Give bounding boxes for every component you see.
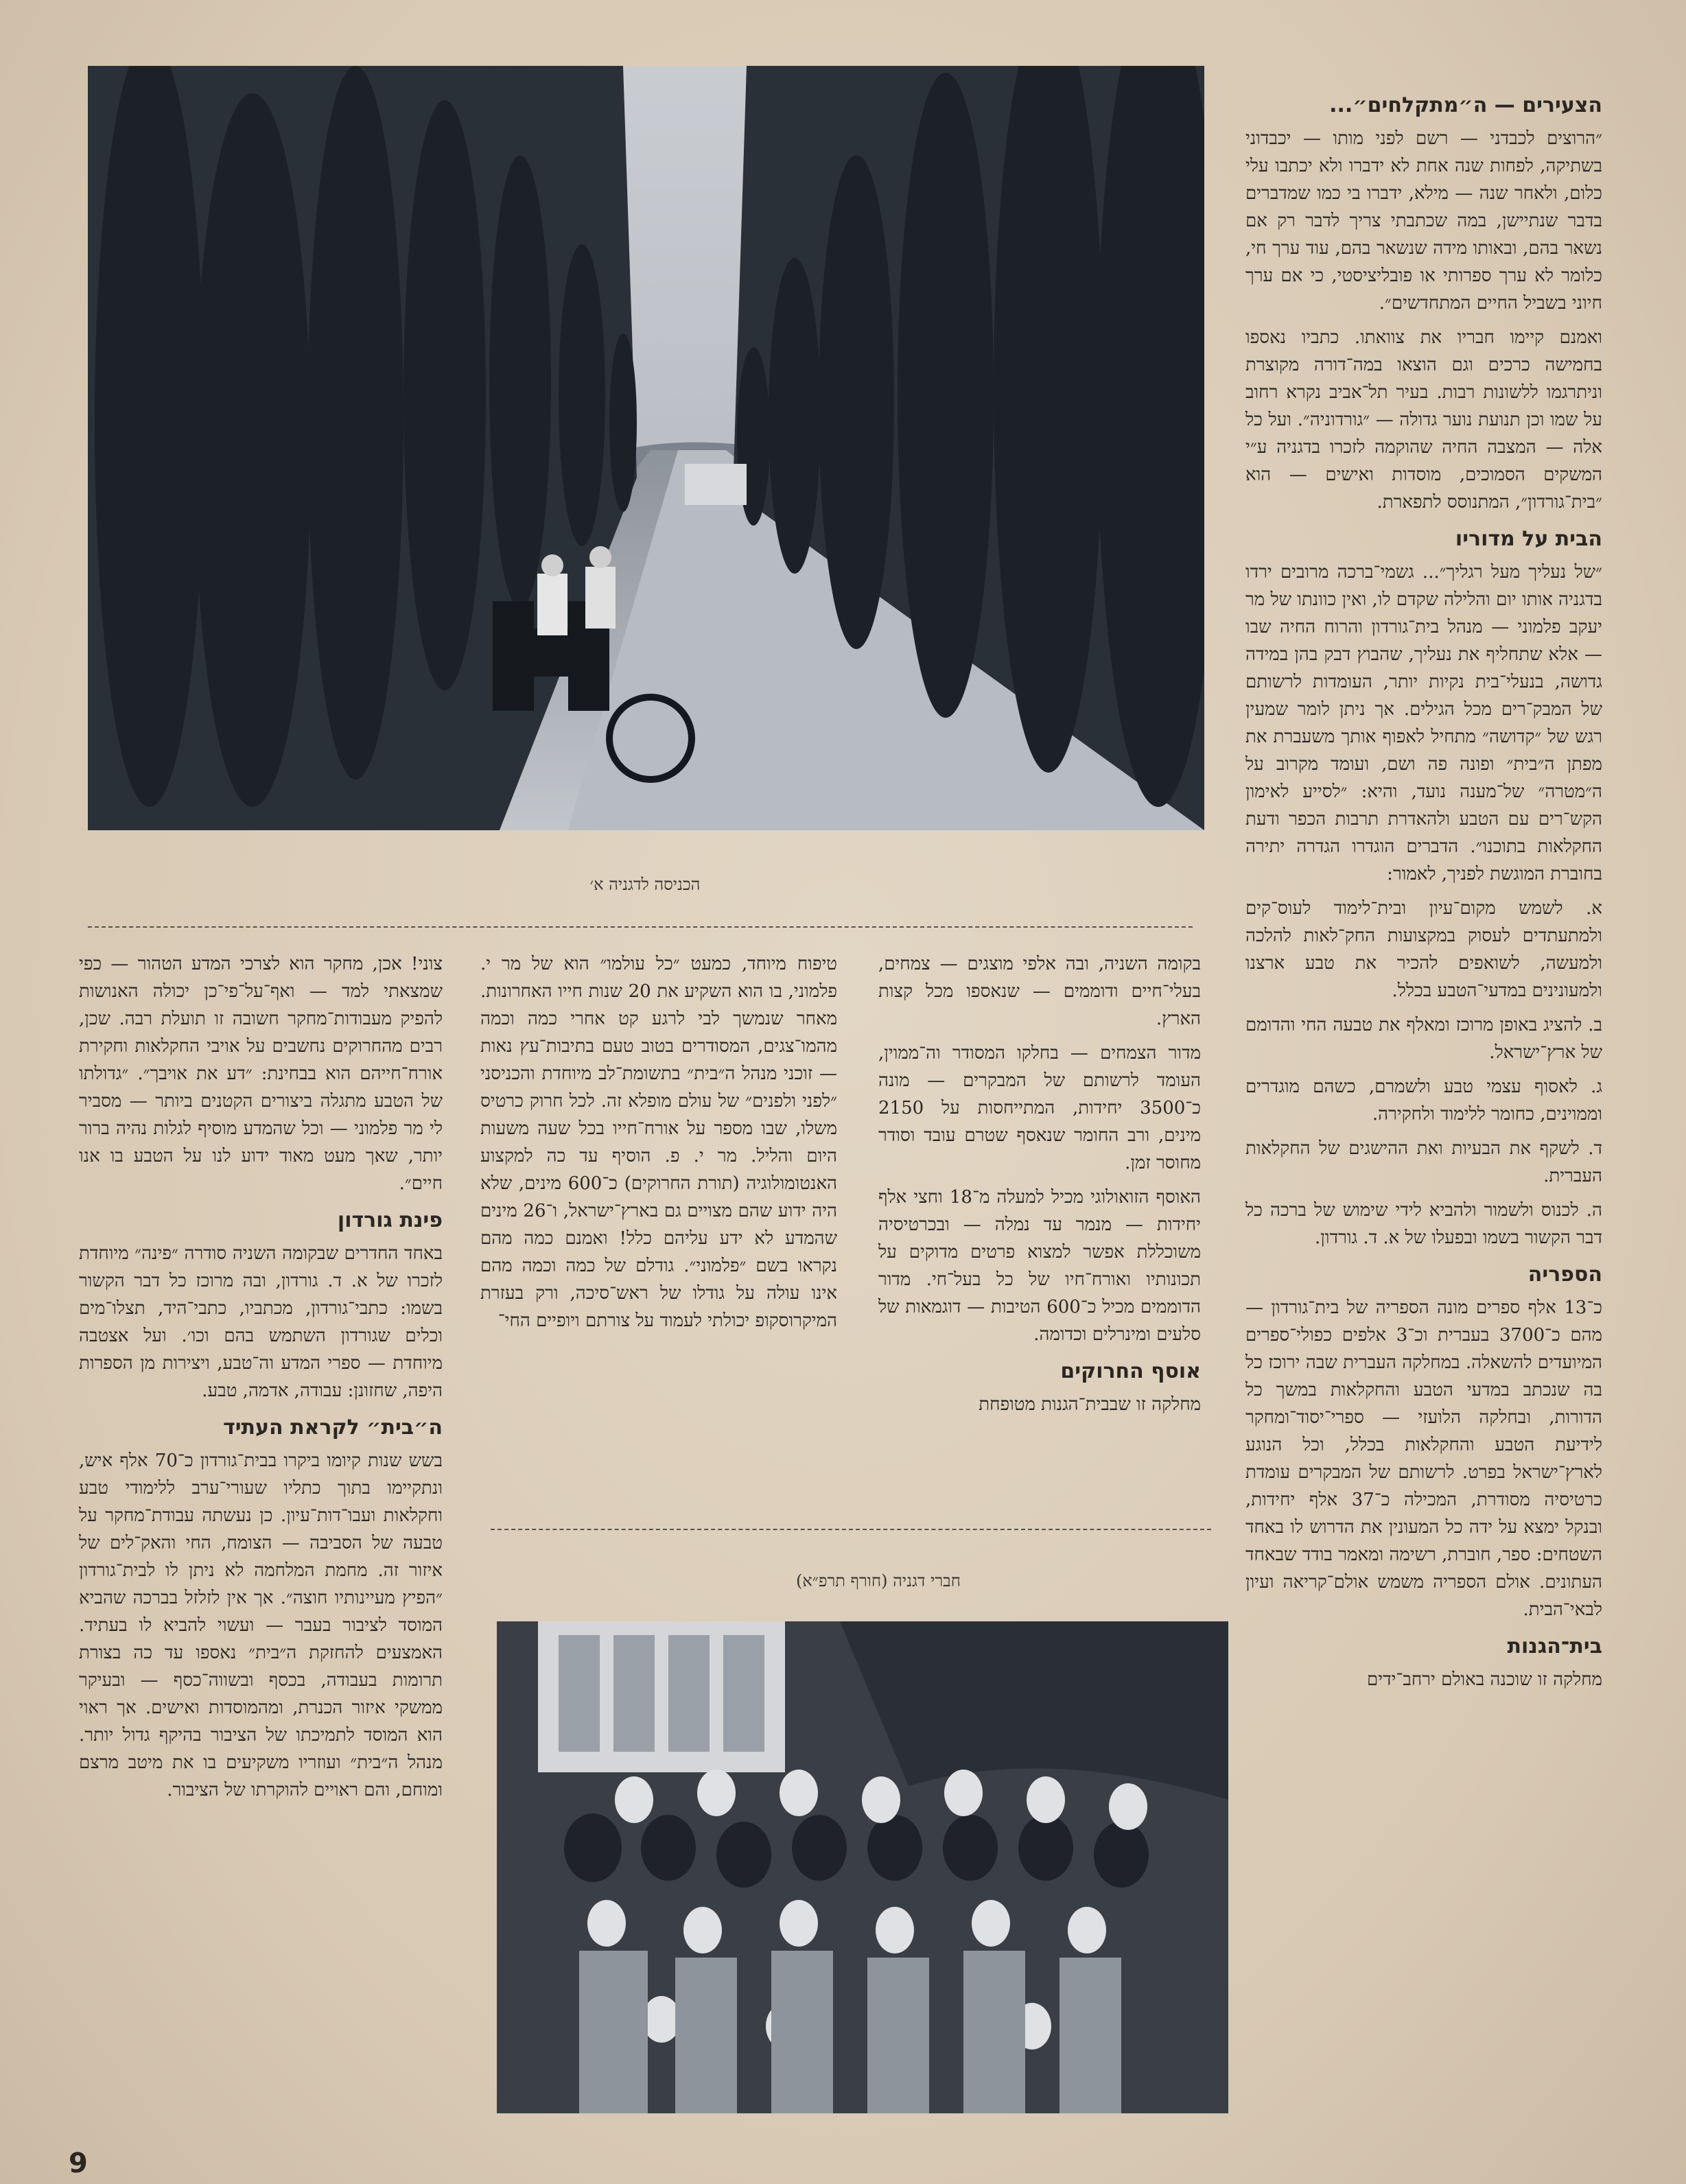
top-photo-caption: הכניסה לדגניה א׳ — [589, 875, 701, 894]
paragraph: טיפוח מיוחד, כמעט ״כל עולמו״ הוא של מר י. פלמוני, בו הוא השקיע את 20 שנות חייו האחרונות. מאחר שנמשך לבי לרגע קט אחרי כמה וכמה מהמו־צגים, המסודרים בטוב טעם בתיבות־עץ נאות — זוכני מנהל ה״בית״ בתשומת־לב מיוחדת והכניסני ״לפני ולפנים״ של עולם מופלא זה. לכל חרוק כרטיס משלו, שבו מספר על אורח־חייו בכל שעה משעות היום והליל. מר י. פ. הוסיף עד כה למקצוע האנטומולוגיה (תורת החרוקים) כ־600 מינים, שלא היה ידוע שהם מצויים גם בארץ־ישראל, ו־26 מינים שהמדע לא ידע עליהם כלל! ואמנם כמה מהם נקראו בשם ״פלמוני״. גודלם של כמה וכמה מהם אינו עולה על גודלו של ראש־סיכה, ורק בעזרת המיקרוסקופ יכולתי לעמוד על צורתם ויופיים החי־ — [480, 954, 838, 1331]
paragraph: מחלקה זו שבבית־הגנות מטופחת — [979, 1394, 1201, 1415]
paragraph: ״של נעליך מעל רגליך״... גשמי־ברכה מרובים ירדו בדגניה אותו יום והלילה שקדם לו, ואין כוונתו של מר יעקב פלמוני — מנהל בית־גורדון והרוח החיה שבו — אלא שתחליף את נעליך, שהבוץ דבק בהן במידה גדושה, בנעלי־בית נקיות יותר, העומדות לרשותם של המבק־רים מכל הגילים. אך ניתן לומר שמעין רגש של ״קדושה״ מתחיל לאפוף אותך משעברת את מפתן ה״בית״ ופונה פה ושם, ועומד מקרוב על ה״מטרה״ של־מענה נועד, והיא: ״לסייע לאימון הקש־רים עם הטבע ולהאדרת תרבות הכפר ודעת החקלאות בתוכנו״. הדברים הוגדרו הגדרה יתירה בחוברת המוגשת לפניך, לאמור: — [1245, 562, 1602, 884]
section-divider — [88, 926, 1193, 928]
paragraph: ג. לאסוף עצמי טבע ולשמרם, כשהם מוגדרים וממוינים, כחומר ללימוד ולחקירה. — [1245, 1077, 1602, 1125]
section-divider — [491, 1529, 1211, 1530]
paragraph: ד. לשקף את הבעיות ואת ההישגים של החקלאות העברית. — [1245, 1138, 1602, 1186]
heading-youth: הצעירים — ה״מתקלחים״... — [1329, 93, 1602, 117]
heading-house-future: ה״בית״ לקראת העתיד — [223, 1416, 443, 1440]
cypress-avenue-illustration — [88, 66, 1204, 830]
column-a — [878, 950, 1201, 1425]
paragraph: ב. להציג באופן מרוכז ומאלף את טבעה החי והדומם של ארץ־ישראל. — [1245, 1015, 1602, 1063]
bottom-photo — [497, 1621, 1228, 2113]
group-photo-illustration — [497, 1621, 1228, 2113]
page-number: 9 — [69, 2148, 88, 2179]
paragraph: באחד החדרים שבקומה השניה סודרה ״פינה״ מיוחדת לזכרו של א. ד. גורדון, ובה מרוכז כל דבר הקשור בשמו: כתבי־גורדון, מכתביו, כתבי־היד, תצלו־מים וכלים שגורדון השתמש בהם וכו׳. ועל אצטבה מיוחדת — ספרי המדע וה־טבע, ויצירות מן הספרות היפה, שחזונן: עבודה, אדמה, טבע. — [79, 1243, 443, 1401]
heading-library: הספריה — [1527, 1263, 1602, 1287]
heading-nature-house: בית־הגנות — [1507, 1634, 1602, 1658]
paragraph: מחלקה זו שוכנה באולם ירחב־ידים — [1367, 1669, 1602, 1690]
paragraph: א. לשמש מקום־עיון ובית־לימוד לעוס־קים ולמתעתדים לעסוק במקצועות החק־לאות להלכה ולמעשה, לשואפים להכיר את טבע ארצנו ולמעונינים במדעי־הטבע בכלל. — [1245, 898, 1602, 1001]
column-b — [480, 950, 837, 1341]
paragraph: ה. לכנוס ולשמור ולהביא לידי שימוש של ברכה כל דבר הקשור בשמו ובפעלו של א. ד. גורדון. — [1245, 1200, 1602, 1248]
heading-insect-collection: אוסף החרוקים — [1060, 1359, 1201, 1383]
heading-gordon-corner: פינת גורדון — [337, 1208, 443, 1232]
column-c — [79, 950, 443, 1811]
paragraph: ואמנם קיימו חבריו את צוואתו. כתביו נאספו בחמישה כרכים וגם הוצאו במה־דורה מקוצרת וניתרגמו ללשונות רבות. בעיר תל־אביב נקרא רחוב על שמו וכן תנועת נוער גדולה — ״גורדוניה״. ועל כל אלה — המצבה החיה שהוקמה לזכרו בדגניה ע״י המשקים הסמוכים, מוסדות ואישים — הוא ״בית־גורדון״, המתנוסס לתפארת. — [1245, 327, 1602, 513]
right-column — [1245, 82, 1602, 1700]
paragraph: בקומה השניה, ובה אלפי מוצגים — צמחים, בעלי־חיים ודוממים — שנאספו מכל קצות הארץ. — [878, 954, 1201, 1029]
paragraph: האוסף הזואולוגי מכיל למעלה מ־18 וחצי אלף יחידות — מנמר עד נמלה — ובכרטיסיה משוכללת אפשר למצוא פרטים מדוקים על תכונותיו ואורח־חיו של כל בעל־חי. מדור הדוממים מכיל כ־600 הטיבות — דוגמאות של סלעים ומינרלים וכדומה. — [878, 1187, 1201, 1345]
paragraph: צוני! אכן, מחקר הוא לצרכי המדע הטהור — כפי שמצאתי למד — ואף־על־פי־כן יכולה האנושות להפיק מעבודות־מחקר חשובה זו תועלת רבה. שכן, רבים מהחרוקים נחשבים על אויבי החקלאות וחקירת אורח־חייהם הוא בבחינת: ״דע את אויבך״. ״גדולתו של הטבע מתגלה ביצורים הקטנים ביותר — מסביר לי מר פלמוני — וכל שהמדע מוסיף לגלות נהיה ברור יותר, שאך מעט מאוד ידוע לנו על הטבע בו אנו חיים״. — [79, 954, 443, 1194]
paragraph: בשש שנות קיומו ביקרו בבית־גורדון כ־70 אלף איש, ונתקיימו בתוך כתליו שעורי־ערב ללימודי טבע וחקלאות ועבו־דות־עיון. כן נעשתה עבודת־מחקר על טבעה של הסביבה — הצומח, החי והאק־לים של איזור זה. מחמת המלחמה לא ניתן לו לבית־גורדון ״הפיץ מעיינותיו חוצה״. אך אין לזלזל בברכה שהביא המוסד לציבור בעבר — ועשוי להביא לו בעתיד. האמצעים להחזקת ה״בית״ נאספו עד כה בצורת תרומות בעבודה, בכסף ובשווה־כסף — ובעיקר ממשקי איזור הכנרת, ומהמוסדות ואישים. אך ראוי הוא המוסד לתמיכתו של הציבור בהיקף גדול יותר. מנהל ה״בית״ ועוזריו משקיעים בו את מיטב מרצם ומוחם, והם ראויים להוקרתו של הציבור. — [79, 1451, 443, 1800]
paragraph: מדור הצמחים — בחלקו המסודר וה־ממוין, העומד לרשותם של המבקרים — מונה כ־3500 יחידות, המתייחסות על 2150 מינים, ורב החומר שנאסף שטרם עובד וסודר מחוסר זמן. — [878, 1043, 1201, 1173]
paragraph: כ־13 אלף ספרים מונה הספריה של בית־גורדון — מהם כ־3700 בעברית וכ־3 אלפים כפולי־ספרים המיועדים להשאלה. במחלקה העברית שבה ירוכז כל בה שנכתב במדעי הטבע והחקלאות במשך כל הדורות, ובחלקה הלועזי — ספרי־יסוד־ומחקר לידיעת הטבע והחקלאות בכלל, וכל הנוגע לארץ־ישראל בפרט. לרשותם של המבקרים עומדת כרטיסיה מסודרת, המכילה כ־37 אלף יחידות, ובנקל ימצא על ידה כל המעונין את הדרוש לו באחד השטחים: ספר, חוברת, רשימה ומאמר בודד שבאחד העתונים. אולם הספריה משמש אולם־קריאה ועיון לבאי־הבית. — [1245, 1298, 1602, 1620]
bottom-photo-caption: חברי דגניה (חורף תרפ״א) — [796, 1571, 961, 1590]
top-photo — [88, 66, 1204, 830]
paragraph: ״הרוצים לכבדני — רשם לפני מותו — יכבדוני בשתיקה, לפחות שנה אחת לא ידברו ולא יכתבו עלי כלום, ולאחר שנה — מילא, ידברו בי כמו שמדברים בדבר שנתיישן, במה שכתבתי צריך לדבר רק אם נשאר בהם, ובאותו מידה שנשאר בהם, עוד ערך חי, כלומר לא ערך ספרותי או פובליציסטי, כי אם ערך חיוני בשביל החיים המתחדשים״. — [1245, 128, 1602, 314]
heading-house-departments: הבית על מדוריו — [1455, 527, 1602, 551]
